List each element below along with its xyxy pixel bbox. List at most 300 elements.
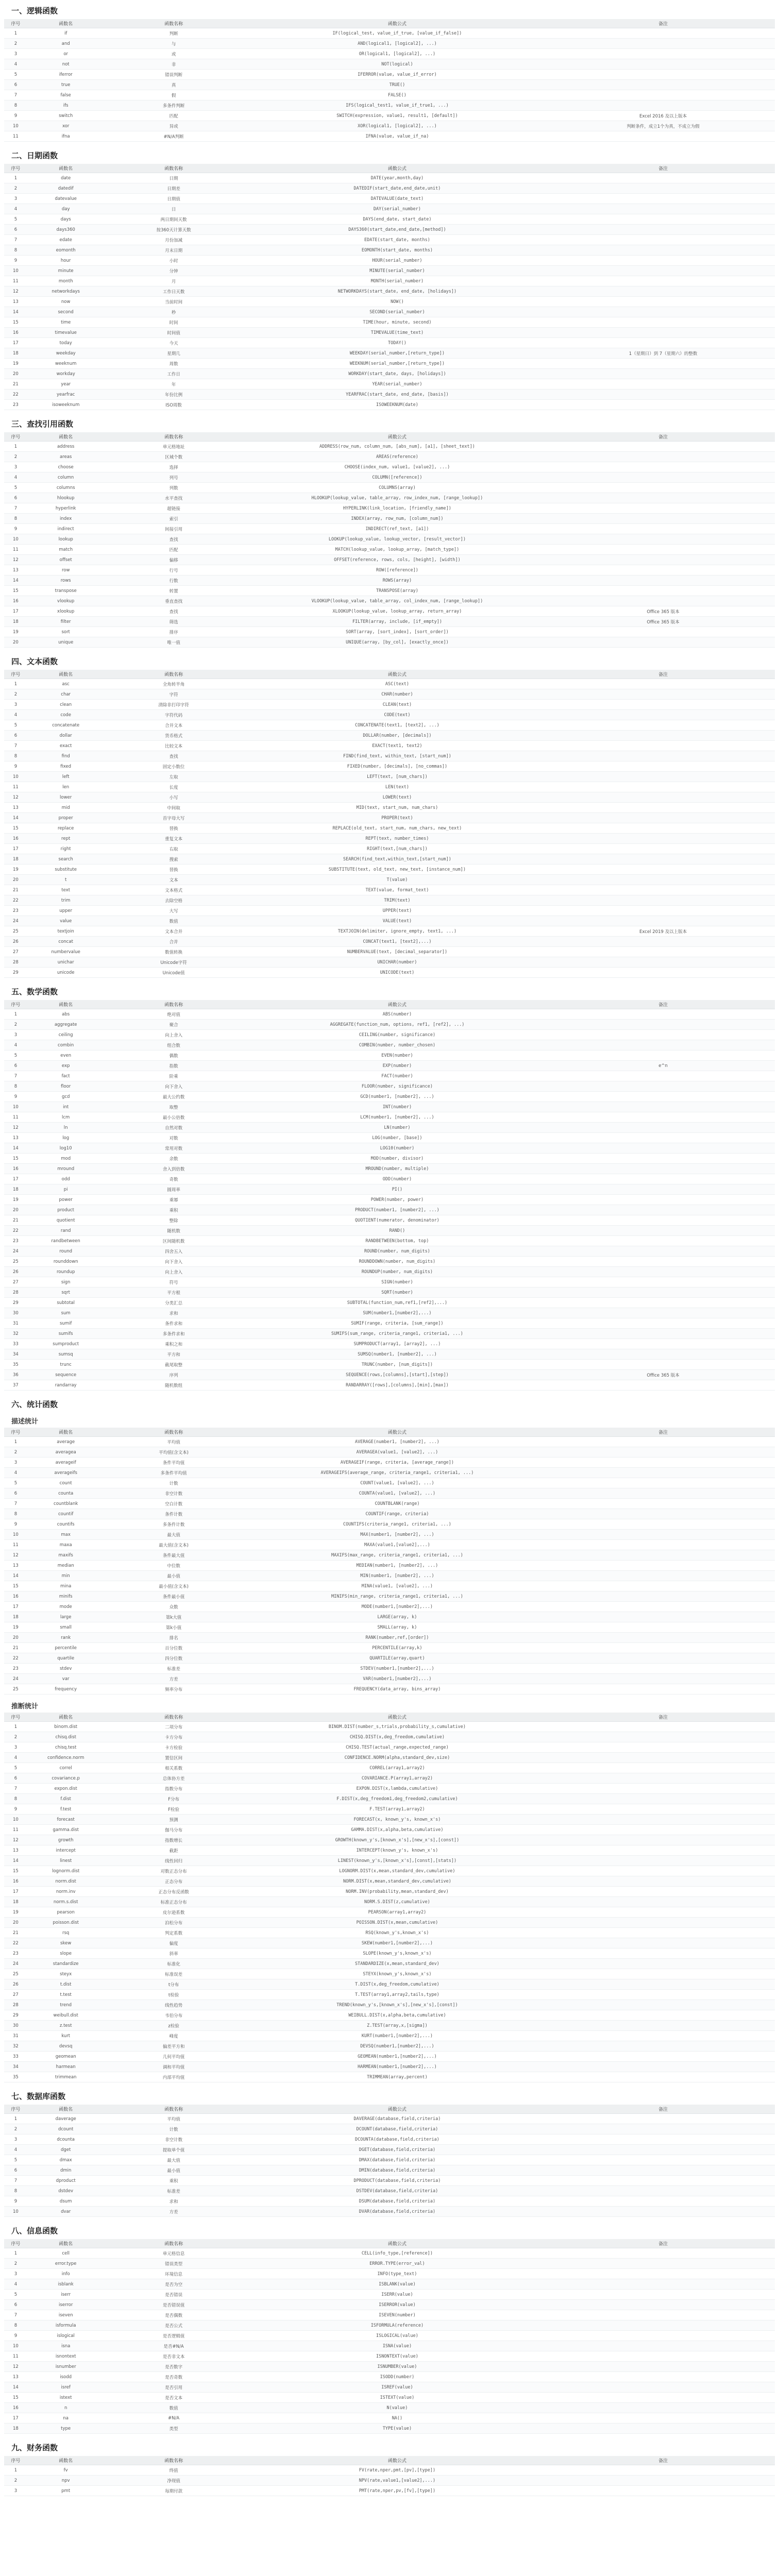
- function-title: 随机数: [104, 1226, 243, 1236]
- function-formula: LEFT(text, [num_chars]): [243, 772, 551, 782]
- function-note: Office 365 版本: [551, 1370, 775, 1380]
- function-title: 偶数: [104, 1050, 243, 1061]
- function-title: 条件平均值: [104, 1458, 243, 1468]
- table-row: [4, 2341, 775, 2351]
- function-name: right: [27, 844, 105, 854]
- row-index: 6: [4, 493, 27, 503]
- function-note: [551, 462, 775, 472]
- function-name: columns: [27, 483, 105, 493]
- table-row: [4, 80, 775, 90]
- row-index: 1: [4, 679, 27, 689]
- function-name: isref: [27, 2382, 105, 2393]
- function-note: [551, 1226, 775, 1236]
- function-formula: INTERCEPT(known_y's, known_x's): [243, 1845, 551, 1856]
- function-title: Unicode字符: [104, 957, 243, 968]
- function-note: [551, 1653, 775, 1664]
- row-index: 17: [4, 1174, 27, 1184]
- row-index: 16: [4, 1591, 27, 1602]
- function-title: 求和: [104, 2196, 243, 2207]
- function-note: [551, 1298, 775, 1308]
- function-title: 峰度: [104, 2031, 243, 2041]
- function-name: sqrt: [27, 1287, 105, 1298]
- function-title: 首字母大写: [104, 813, 243, 823]
- function-note: [551, 2248, 775, 2259]
- table-row: [4, 1907, 775, 1918]
- function-formula: ISOWEEKNUM(date): [243, 400, 551, 410]
- function-name: quotient: [27, 1215, 105, 1226]
- function-note: [551, 1339, 775, 1349]
- function-note: [551, 2000, 775, 2010]
- row-index: 4: [4, 472, 27, 483]
- function-name: harmean: [27, 2062, 105, 2072]
- function-formula: OR(logical1, [logical2], ...): [243, 49, 551, 59]
- row-index: 31: [4, 1318, 27, 1329]
- table-header-row: [4, 1000, 775, 1009]
- table-row: [4, 1123, 775, 1133]
- function-formula: EDATE(start_date, months): [243, 235, 551, 245]
- table-row: [4, 59, 775, 70]
- function-name: stdev: [27, 1664, 105, 1674]
- function-name: mid: [27, 803, 105, 813]
- function-title: 区间随机数: [104, 1236, 243, 1246]
- row-index: 9: [4, 2331, 27, 2341]
- function-name: upper: [27, 906, 105, 916]
- function-formula: WEIBULL.DIST(x,alpha,beta,cumulative): [243, 2010, 551, 2021]
- row-index: 2: [4, 452, 27, 462]
- table-row: [4, 1591, 775, 1602]
- row-index: 23: [4, 400, 27, 410]
- function-formula: FORECAST(x, known_y's, known_x's): [243, 1815, 551, 1825]
- row-index: 3: [4, 1742, 27, 1753]
- column-header-function-formula: 函数公式: [243, 670, 551, 679]
- function-note: [551, 710, 775, 720]
- function-name: type: [27, 2424, 105, 2434]
- function-name: workday: [27, 369, 105, 379]
- function-note: [551, 1825, 775, 1835]
- function-title: 常用对数: [104, 1143, 243, 1154]
- table-row: [4, 1020, 775, 1030]
- function-name: sequence: [27, 1370, 105, 1380]
- function-note: [551, 916, 775, 926]
- table-row: [4, 1845, 775, 1856]
- function-formula: COUNTA(value1, [value2], ...): [243, 1488, 551, 1499]
- function-formula: COUNTBLANK(range): [243, 1499, 551, 1509]
- function-note: [551, 2393, 775, 2403]
- table-row: [4, 2320, 775, 2331]
- function-note: [551, 741, 775, 751]
- table-row: [4, 1561, 775, 1571]
- section-subtitle: 描述统计: [11, 1418, 39, 1426]
- row-index: 27: [4, 1990, 27, 2000]
- column-header-function-name: 函数名: [27, 1000, 105, 1009]
- function-formula: RANK(number,ref,[order]): [243, 1633, 551, 1643]
- function-note: [551, 1246, 775, 1257]
- function-note: [551, 1773, 775, 1784]
- row-index: 15: [4, 317, 27, 328]
- column-header-row-index: 序号: [4, 432, 27, 442]
- function-title: 条件计数: [104, 1509, 243, 1519]
- function-formula: SUMIF(range, criteria, [sum_range]): [243, 1318, 551, 1329]
- row-index: 17: [4, 1887, 27, 1897]
- function-note: [551, 2196, 775, 2207]
- function-note: [551, 1184, 775, 1195]
- row-index: 9: [4, 1804, 27, 1815]
- function-note: [551, 59, 775, 70]
- function-note: [551, 947, 775, 957]
- function-table: [4, 1000, 775, 1391]
- function-formula: COLUMN([reference]): [243, 472, 551, 483]
- function-title: 对数: [104, 1133, 243, 1143]
- row-index: 23: [4, 1236, 27, 1246]
- function-formula: GROWTH(known_y's,[known_x's],[new_x's],[const]): [243, 1835, 551, 1845]
- function-note: [551, 80, 775, 90]
- function-name: dmin: [27, 2165, 105, 2176]
- function-name: n: [27, 2403, 105, 2413]
- section-title: 八、信息函数: [11, 2226, 58, 2235]
- function-note: [551, 534, 775, 545]
- column-header-row-index: 序号: [4, 2456, 27, 2465]
- function-formula: T.TEST(array1,array2,tails,type): [243, 1990, 551, 2000]
- function-formula: DPRODUCT(database,field,criteria): [243, 2176, 551, 2186]
- function-title: 序列: [104, 1370, 243, 1380]
- row-index: 11: [4, 1540, 27, 1550]
- function-name: weekday: [27, 348, 105, 359]
- function-title: 整除: [104, 1215, 243, 1226]
- function-formula: RSQ(known_y's,known_x's): [243, 1928, 551, 1938]
- function-title: 合并文本: [104, 720, 243, 731]
- function-formula: INFO(type_text): [243, 2269, 551, 2279]
- row-index: 1: [4, 173, 27, 183]
- function-note: [551, 442, 775, 452]
- function-formula: NETWORKDAYS(start_date, end_date, [holidays]): [243, 286, 551, 297]
- function-formula: NOT(logical): [243, 59, 551, 70]
- function-name: forecast: [27, 1815, 105, 1825]
- row-index: 27: [4, 1277, 27, 1287]
- function-name: search: [27, 854, 105, 865]
- row-index: 20: [4, 1205, 27, 1215]
- function-note: [551, 823, 775, 834]
- function-name: dproduct: [27, 2176, 105, 2186]
- function-name: randbetween: [27, 1236, 105, 1246]
- function-formula: AND(logical1, [logical2], ...): [243, 39, 551, 49]
- function-name: index: [27, 514, 105, 524]
- table-row: [4, 1318, 775, 1329]
- function-formula: DMIN(database,field,criteria): [243, 2165, 551, 2176]
- column-header-function-title: 函数名称: [104, 432, 243, 442]
- table-row: [4, 1040, 775, 1050]
- function-table: [4, 2456, 775, 2496]
- function-note: [551, 183, 775, 194]
- table-row: [4, 1215, 775, 1226]
- column-header-function-note: 备注: [551, 2239, 775, 2248]
- function-title: 平均值: [104, 1437, 243, 1447]
- function-title: 空白计数: [104, 1499, 243, 1509]
- function-title: 二项分布: [104, 1722, 243, 1732]
- table-row: [4, 111, 775, 121]
- column-header-function-name: 函数名: [27, 2239, 105, 2248]
- function-note: [551, 2259, 775, 2269]
- function-note: [551, 1804, 775, 1815]
- function-name: ln: [27, 1123, 105, 1133]
- function-note: [551, 317, 775, 328]
- function-note: [551, 1081, 775, 1092]
- function-note: [551, 2372, 775, 2382]
- function-name: unique: [27, 637, 105, 648]
- function-note: [551, 1499, 775, 1509]
- row-index: 11: [4, 1112, 27, 1123]
- function-formula: FV(rate,nper,pmt,[pv],[type]): [243, 2465, 551, 2476]
- row-index: 6: [4, 1773, 27, 1784]
- function-title: Unicode值: [104, 968, 243, 978]
- function-name: xlookup: [27, 606, 105, 617]
- column-header-row-index: 序号: [4, 2105, 27, 2114]
- function-note: [551, 1722, 775, 1732]
- row-index: 13: [4, 1133, 27, 1143]
- table-row: [4, 1602, 775, 1612]
- column-header-function-name: 函数名: [27, 2456, 105, 2465]
- function-title: 小时: [104, 256, 243, 266]
- function-note: [551, 1856, 775, 1866]
- section-title: 九、财务函数: [11, 2443, 58, 2452]
- function-name: ifs: [27, 100, 105, 111]
- column-header-function-formula: 函数公式: [243, 2239, 551, 2248]
- function-title: 文本格式: [104, 885, 243, 895]
- table-row: [4, 452, 775, 462]
- table-row: [4, 1380, 775, 1391]
- row-index: 24: [4, 1674, 27, 1684]
- function-formula: TEXTJOIN(delimiter, ignore_empty, text1, ...): [243, 926, 551, 937]
- row-index: 23: [4, 906, 27, 916]
- table-row: [4, 834, 775, 844]
- function-name: correl: [27, 1763, 105, 1773]
- function-name: istext: [27, 2393, 105, 2403]
- function-name: sum: [27, 1308, 105, 1318]
- function-name: dmax: [27, 2155, 105, 2165]
- function-name: log10: [27, 1143, 105, 1154]
- function-name: norm.dist: [27, 1876, 105, 1887]
- function-title: 内部平均值: [104, 2072, 243, 2082]
- row-index: 14: [4, 1856, 27, 1866]
- function-formula: LN(number): [243, 1123, 551, 1133]
- function-name: sumproduct: [27, 1339, 105, 1349]
- function-title: 斜率: [104, 1948, 243, 1959]
- column-header-function-name: 函数名: [27, 164, 105, 173]
- row-index: 10: [4, 1815, 27, 1825]
- function-formula: MROUND(number, multiple): [243, 1164, 551, 1174]
- function-formula: STEYX(known_y's,known_x's): [243, 1969, 551, 1979]
- function-note: [551, 575, 775, 586]
- function-note: 1（星期日）到 7（星期六）的整数: [551, 348, 775, 359]
- function-note: [551, 1550, 775, 1561]
- row-index: 37: [4, 1380, 27, 1391]
- table-row: [4, 565, 775, 575]
- function-formula: CELL(info_type,[reference]): [243, 2248, 551, 2259]
- function-title: 列数: [104, 483, 243, 493]
- function-title: 奇数: [104, 1174, 243, 1184]
- function-title: 频率分布: [104, 1684, 243, 1694]
- function-formula: F.TEST(array1,array2): [243, 1804, 551, 1815]
- function-title: 最大值: [104, 1530, 243, 1540]
- table-row: [4, 1226, 775, 1236]
- function-title: 向上舍入: [104, 1267, 243, 1277]
- function-table: [4, 164, 775, 410]
- table-row: [4, 1674, 775, 1684]
- function-note: [551, 2290, 775, 2300]
- function-name: t.dist: [27, 1979, 105, 1990]
- table-row: [4, 1612, 775, 1622]
- row-index: 1: [4, 442, 27, 452]
- table-row: [4, 1928, 775, 1938]
- function-name: combin: [27, 1040, 105, 1050]
- function-name: weeknum: [27, 359, 105, 369]
- table-row: [4, 131, 775, 142]
- table-row: [4, 1287, 775, 1298]
- table-row: [4, 1009, 775, 1020]
- function-note: [551, 596, 775, 606]
- function-formula: LOG10(number): [243, 1143, 551, 1154]
- function-name: column: [27, 472, 105, 483]
- function-title: 多条件平均值: [104, 1468, 243, 1478]
- function-note: [551, 204, 775, 214]
- row-index: 9: [4, 761, 27, 772]
- row-index: 15: [4, 2393, 27, 2403]
- table-row: [4, 2351, 775, 2362]
- function-title: 固定小数位: [104, 761, 243, 772]
- table-row: [4, 2124, 775, 2134]
- table-row: [4, 1732, 775, 1742]
- row-index: 2: [4, 1447, 27, 1458]
- function-formula: RANDBETWEEN(bottom, top): [243, 1236, 551, 1246]
- row-index: 4: [4, 1468, 27, 1478]
- row-index: 6: [4, 1488, 27, 1499]
- function-title: 平方根: [104, 1287, 243, 1298]
- table-row: [4, 606, 775, 617]
- function-name: year: [27, 379, 105, 389]
- function-formula: TRUE(): [243, 80, 551, 90]
- function-formula: DGET(database,field,criteria): [243, 2145, 551, 2155]
- row-index: 1: [4, 28, 27, 39]
- table-row: [4, 514, 775, 524]
- row-index: 35: [4, 2072, 27, 2082]
- function-formula: UPPER(text): [243, 906, 551, 916]
- table-row: [4, 2176, 775, 2186]
- function-name: dcount: [27, 2124, 105, 2134]
- function-note: Office 365 版本: [551, 606, 775, 617]
- function-formula: IFS(logical_test1, value_if_true1, ...): [243, 100, 551, 111]
- function-title: 长度: [104, 782, 243, 792]
- row-index: 6: [4, 225, 27, 235]
- function-formula: SKEW(number1,[number2],...): [243, 1938, 551, 1948]
- row-index: 18: [4, 1612, 27, 1622]
- row-index: 13: [4, 1561, 27, 1571]
- function-name: devsq: [27, 2041, 105, 2052]
- row-index: 15: [4, 1866, 27, 1876]
- function-name: days: [27, 214, 105, 225]
- row-index: 8: [4, 1081, 27, 1092]
- function-note: [551, 1784, 775, 1794]
- function-note: [551, 1633, 775, 1643]
- function-formula: DSTDEV(database,field,criteria): [243, 2186, 551, 2196]
- function-name: days360: [27, 225, 105, 235]
- function-title: 月: [104, 276, 243, 286]
- table-row: [4, 2031, 775, 2041]
- row-index: 29: [4, 968, 27, 978]
- function-note: [551, 906, 775, 916]
- function-note: [551, 1277, 775, 1287]
- table-row: [4, 1540, 775, 1550]
- table-row: [4, 937, 775, 947]
- row-index: 8: [4, 1509, 27, 1519]
- table-row: [4, 1102, 775, 1112]
- row-index: 24: [4, 1959, 27, 1969]
- function-formula: SUMIFS(sum_range, criteria_range1, criteria1, ...): [243, 1329, 551, 1339]
- table-row: [4, 772, 775, 782]
- function-name: transpose: [27, 586, 105, 596]
- function-name: slope: [27, 1948, 105, 1959]
- row-index: 1: [4, 1722, 27, 1732]
- function-note: [551, 731, 775, 741]
- row-index: 16: [4, 596, 27, 606]
- function-formula: LOG(number, [base]): [243, 1133, 551, 1143]
- table-row: [4, 1684, 775, 1694]
- function-formula: PI(): [243, 1184, 551, 1195]
- column-header-function-formula: 函数公式: [243, 19, 551, 28]
- function-name: textjoin: [27, 926, 105, 937]
- function-note: [551, 276, 775, 286]
- function-name: eomonth: [27, 245, 105, 256]
- function-note: [551, 1876, 775, 1887]
- function-name: averagea: [27, 1447, 105, 1458]
- function-formula: DAVERAGE(database,field,criteria): [243, 2114, 551, 2124]
- function-formula: POISSON.DIST(x,mean,cumulative): [243, 1918, 551, 1928]
- row-index: 12: [4, 286, 27, 297]
- table-row: [4, 1773, 775, 1784]
- function-note: [551, 1308, 775, 1318]
- function-note: [551, 2186, 775, 2196]
- function-formula: PEARSON(array1,array2): [243, 1907, 551, 1918]
- function-note: [551, 1684, 775, 1694]
- table-row: [4, 534, 775, 545]
- row-index: 10: [4, 266, 27, 276]
- function-title: 调和平均值: [104, 2062, 243, 2072]
- function-formula: VALUE(text): [243, 916, 551, 926]
- function-note: [551, 39, 775, 49]
- function-name: minute: [27, 266, 105, 276]
- function-note: [551, 2207, 775, 2217]
- table-row: [4, 1815, 775, 1825]
- function-name: left: [27, 772, 105, 782]
- function-note: [551, 70, 775, 80]
- function-formula: REPT(text, number_times): [243, 834, 551, 844]
- function-formula: LOWER(text): [243, 792, 551, 803]
- function-title: 工作日: [104, 369, 243, 379]
- section-s6: [4, 1394, 775, 1694]
- row-index: 6: [4, 80, 27, 90]
- function-formula: OFFSET(reference, rows, cols, [height], [width]): [243, 555, 551, 565]
- table-row: [4, 637, 775, 648]
- row-index: 1: [4, 1437, 27, 1447]
- row-index: 21: [4, 379, 27, 389]
- row-index: 3: [4, 1030, 27, 1040]
- function-title: 小写: [104, 792, 243, 803]
- function-note: [551, 1030, 775, 1040]
- table-row: [4, 100, 775, 111]
- table-row: [4, 359, 775, 369]
- table-row: [4, 2207, 775, 2217]
- function-formula: KURT(number1,[number2],...): [243, 2031, 551, 2041]
- function-formula: COUNTIF(range, criteria): [243, 1509, 551, 1519]
- row-index: 9: [4, 1519, 27, 1530]
